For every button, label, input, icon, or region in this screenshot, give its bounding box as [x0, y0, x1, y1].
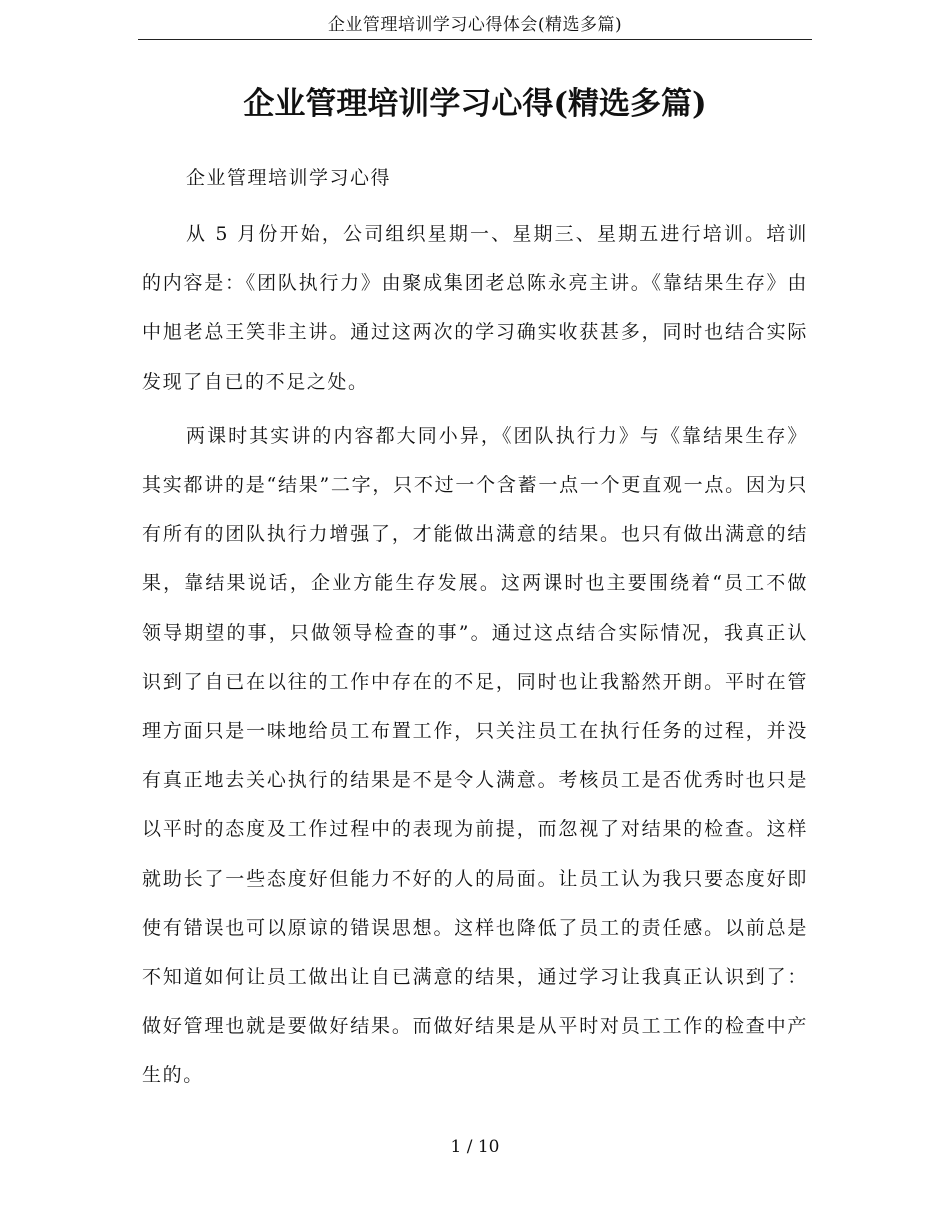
- section-subtitle: 企业管理培训学习心得: [186, 167, 392, 189]
- running-header: 企业管理培训学习心得体会(精选多篇): [327, 15, 623, 35]
- header-divider: [138, 39, 812, 40]
- paragraph: 从 5 月份开始，公司组织星期一、星期三、星期五进行培训。培训的内容是：《团队执行力》由聚成集团老总陈永亮主讲。《靠结果生存》由中旭老总王笑非主讲。通过这两次的学习确实收获甚多，同时也结合实际发现了自已的不足之处。: [142, 223, 808, 393]
- page-number: 1 / 10: [450, 1137, 500, 1157]
- document-body: [142, 210, 808, 1106]
- document-title: 企业管理培训学习心得(精选多篇): [243, 86, 707, 122]
- paragraph: 两课时其实讲的内容都大同小异，《团队执行力》与《靠结果生存》其实都讲的是“结果”二字，只不过一个含蓄一点一个更直观一点。因为只有所有的团队执行力增强了，才能做出满意的结果。也只有做出满意的结果，靠结果说话，企业方能生存发展。这两课时也主要围绕着“员工不做领导期望的事，只做领导检查的事”。通过这点结合实际情况，我真正认识到了自已在以往的工作中存在的不足，同时也让我豁然开朗。平时在管理方面只是一味地给员工布置工作，只关注员工在执行任务的过程，并没有真正地去关心执行的结果是不是令人满意。考核员工是否优秀时也只是以平时的态度及工作过程中的表现为前提，而忽视了对结果的检查。这样就助长了一些态度好但能力不好的人的局面。让员工认为我只要态度好即使有错误也可以原谅的错误思想。这样也降低了员工的责任感。以前总是不知道如何让员工做出让自已满意的结果，通过学习让我真正认识到了：做好管理也就是要做好结果。而做好结果是从平时对员工工作的检查中产生的。: [142, 424, 808, 1087]
